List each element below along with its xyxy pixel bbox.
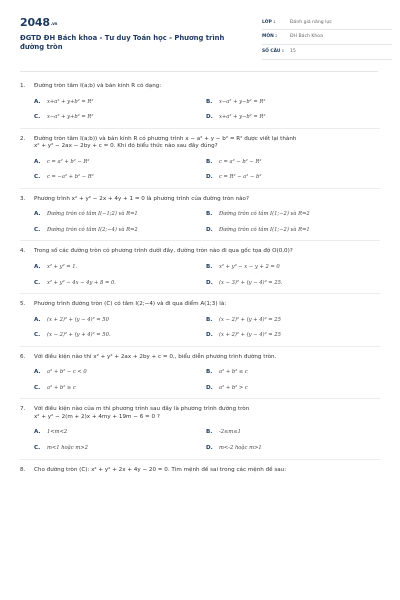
option-letter: A. — [34, 158, 41, 165]
question-text-line: Phương trình đường tròn (C) có tâm I(2;−4) và đi qua điểm A(1;3) là: — [34, 301, 227, 308]
option-letter: A. — [34, 316, 41, 323]
option-text: Đường tròn có tâm I(1;−2) và R=1 — [219, 226, 310, 233]
answer-option[interactable] — [206, 317, 378, 325]
question-divider — [20, 459, 380, 460]
answer-option[interactable] — [34, 429, 206, 437]
answer-option[interactable] — [206, 429, 378, 437]
answer-option[interactable] — [34, 227, 206, 235]
question-divider — [20, 240, 380, 241]
option-text: c = a² − b² − R² — [219, 158, 262, 165]
answer-option[interactable] — [206, 174, 378, 182]
option-text: (x + 2)² + (y − 4)² = 25 — [219, 332, 281, 339]
answer-option[interactable] — [206, 264, 378, 272]
option-letter: B. — [206, 369, 213, 376]
question-text — [34, 248, 380, 256]
option-letter: D. — [206, 174, 213, 181]
option-text: c = −a² + b² − R² — [47, 174, 94, 181]
question-text-line: Đường tròn tâm I(a;b) và bán kính R có dạng: — [34, 83, 162, 89]
meta-label: SỐ CÂU : — [262, 49, 284, 55]
option-letter: C. — [34, 174, 41, 181]
answer-option[interactable] — [206, 385, 378, 393]
answer-option[interactable] — [34, 99, 206, 107]
option-letter: A. — [34, 429, 41, 436]
option-letter: D. — [206, 114, 213, 121]
question-stem — [20, 354, 380, 362]
answer-option[interactable] — [206, 99, 378, 107]
option-letter: D. — [206, 445, 213, 452]
option-letter: D. — [206, 226, 213, 233]
option-text: (x − 3)² + (y − 4)² = 25. — [219, 279, 283, 286]
answer-options — [20, 429, 380, 452]
option-letter: A. — [34, 264, 41, 271]
option-text: a² + b² ≤ c — [219, 369, 248, 376]
question-stem — [20, 83, 380, 91]
option-letter: D. — [206, 332, 213, 339]
question-number: 3. — [20, 195, 26, 202]
meta-table — [262, 17, 392, 60]
question-item — [20, 245, 380, 287]
option-text: a² + b² − c < 0 — [47, 369, 87, 376]
option-letter: C. — [34, 279, 41, 286]
question-text-line: Phương trình x² + y² − 2x + 4y + 1 = 0 là phương trình của đường tròn nào? — [34, 195, 249, 202]
question-stem — [20, 467, 380, 475]
answer-option[interactable] — [34, 317, 206, 325]
option-letter: C. — [34, 226, 41, 233]
option-letter: B. — [206, 429, 213, 436]
option-text: a² + b² ≥ c — [47, 384, 76, 391]
option-letter: B. — [206, 98, 213, 105]
logo-suffix: .vn — [50, 21, 58, 26]
option-text: x+a² + y−b² = R² — [219, 114, 266, 121]
question-stem — [20, 248, 380, 256]
option-letter: C. — [34, 384, 41, 391]
question-text — [34, 354, 380, 362]
answer-option[interactable] — [34, 445, 206, 453]
option-text: x² + y² − 4x − 4y + 8 = 0. — [47, 279, 116, 286]
option-text: x−a² + y+b² = R² — [47, 114, 94, 121]
answer-option[interactable] — [206, 159, 378, 167]
question-item — [20, 403, 380, 452]
answer-options — [20, 159, 380, 182]
option-text: 1<m<2 — [47, 429, 68, 436]
meta-row-count — [262, 45, 392, 60]
option-letter: B. — [206, 211, 213, 218]
question-text — [34, 196, 380, 204]
question-number: 2. — [20, 135, 26, 142]
answer-option[interactable] — [34, 264, 206, 272]
meta-value: Đánh giá năng lực — [290, 19, 332, 25]
document-header — [20, 14, 374, 72]
answer-options — [20, 317, 380, 340]
option-text: Đường tròn có tâm I(2;−4) và R=2 — [47, 226, 138, 233]
question-item — [20, 298, 380, 340]
question-text — [34, 136, 380, 151]
meta-label: MÔN : — [262, 34, 278, 40]
option-text: a² + b² > c — [219, 384, 248, 391]
answer-option[interactable] — [34, 211, 206, 219]
option-text: m<-2 hoặc m>1 — [219, 445, 262, 452]
question-number: 7. — [20, 406, 26, 413]
option-text: m<1 hoặc m>2 — [47, 445, 88, 452]
option-text: (x + 2)² + (y − 4)² = 50 — [47, 316, 109, 323]
site-logo[interactable] — [20, 16, 57, 31]
option-text: x−a² + y−b² = R² — [219, 98, 266, 105]
question-item — [20, 351, 380, 393]
answer-option[interactable] — [206, 211, 378, 219]
option-letter: C. — [34, 114, 41, 121]
option-letter: A. — [34, 98, 41, 105]
question-stem — [20, 136, 380, 151]
option-text: x² + y² − x − y + 2 = 0 — [219, 264, 280, 271]
logo-text: 2048 — [20, 16, 50, 29]
option-text: (x − 2)² + (y + 4)² = 50. — [47, 332, 111, 339]
question-item — [20, 193, 380, 235]
meta-row-subject — [262, 30, 392, 45]
question-stem — [20, 196, 380, 204]
answer-option[interactable] — [34, 332, 206, 340]
answer-options — [20, 369, 380, 392]
question-divider — [20, 128, 380, 129]
question-text — [34, 83, 380, 91]
option-letter: C. — [34, 445, 41, 452]
question-number: 1. — [20, 83, 26, 89]
meta-value: ĐH Bách Khoa — [290, 33, 323, 39]
answer-option[interactable] — [206, 369, 378, 377]
answer-option[interactable] — [206, 445, 378, 453]
question-text-line: Cho đường tròn (C): x² + y² + 2x + 4y − 20 = 0. Tìm mệnh đề sai trong các mệnh đề sau: — [34, 466, 287, 473]
header-divider — [20, 71, 378, 72]
option-text: x² + y² = 1. — [47, 264, 78, 271]
answer-option[interactable] — [34, 385, 206, 393]
option-text: Đường tròn có tâm I(1;−2) và R=2 — [219, 211, 310, 218]
option-letter: B. — [206, 316, 213, 323]
question-stem — [20, 301, 380, 309]
option-letter: D. — [206, 279, 213, 286]
question-item — [20, 80, 380, 122]
option-text: x+a² + y+b² = R² — [47, 98, 94, 105]
document-title: ĐGTD ĐH Bách khoa - Tư duy Toán học - Phương trình đường tròn — [20, 34, 225, 51]
meta-value: 15 — [290, 48, 296, 54]
option-text: Đường tròn có tâm I(−1;2) và R=1 — [47, 211, 138, 218]
question-text-line: x² + y² − 2ax − 2by + c = 0. Khi đó biểu thức nào sau đây đúng? — [34, 143, 218, 150]
question-divider — [20, 293, 380, 294]
answer-option[interactable] — [206, 227, 378, 235]
option-text: (x − 2)² + (y + 4)² = 25 — [219, 316, 281, 323]
option-letter: C. — [34, 332, 41, 339]
answer-option[interactable] — [34, 174, 206, 182]
question-divider — [20, 188, 380, 189]
question-item — [20, 133, 380, 182]
answer-option[interactable] — [206, 280, 378, 288]
option-letter: B. — [206, 264, 213, 271]
answer-options — [20, 264, 380, 287]
option-letter: B. — [206, 158, 213, 165]
answer-option[interactable] — [34, 280, 206, 288]
option-letter: A. — [34, 369, 41, 376]
question-number: 5. — [20, 301, 26, 308]
answer-option[interactable] — [34, 369, 206, 377]
answer-option[interactable] — [206, 332, 378, 340]
answer-option[interactable] — [34, 114, 206, 122]
answer-option[interactable] — [34, 159, 206, 167]
question-text-line: Trong số các đường tròn có phương trình dưới đây, đường tròn nào đi qua gốc tọa độ O(0,0)? — [34, 248, 293, 255]
question-text-line: x² + y² − 2(m + 2)x + 4my + 19m − 6 = 0 ? — [34, 413, 160, 420]
question-text — [34, 406, 380, 421]
question-text-line: Với điều kiện nào của m thì phương trình sau đây là phương trình đường tròn — [34, 406, 250, 413]
question-text-line: Với điều kiện nào thì x² + y² + 2ax + 2by + c = 0,, biểu diễn phương trình đường tròn. — [34, 353, 277, 360]
answer-option[interactable] — [206, 114, 378, 122]
question-number: 4. — [20, 248, 26, 255]
question-text — [34, 301, 380, 309]
option-letter: D. — [206, 384, 213, 391]
question-item — [20, 464, 380, 475]
meta-row-class — [262, 17, 392, 30]
question-list — [20, 80, 380, 474]
question-divider — [20, 398, 380, 399]
question-text-line: Đường tròn tâm I(a;b)) và bán kính R có phương trình x − a² + y − b² = R² được viết lại thành — [34, 135, 297, 142]
answer-options — [20, 211, 380, 234]
answer-options — [20, 99, 380, 122]
question-divider — [20, 346, 380, 347]
option-text: c = a² + b² − R² — [47, 158, 90, 165]
question-stem — [20, 406, 380, 421]
option-letter: A. — [34, 211, 41, 218]
option-text: c = R² − a² − b² — [219, 174, 262, 181]
meta-label: LỚP : — [262, 20, 276, 26]
question-number: 8. — [20, 466, 26, 473]
option-text: -2≤m≤1 — [219, 429, 241, 436]
question-text — [34, 467, 380, 475]
question-number: 6. — [20, 353, 26, 360]
